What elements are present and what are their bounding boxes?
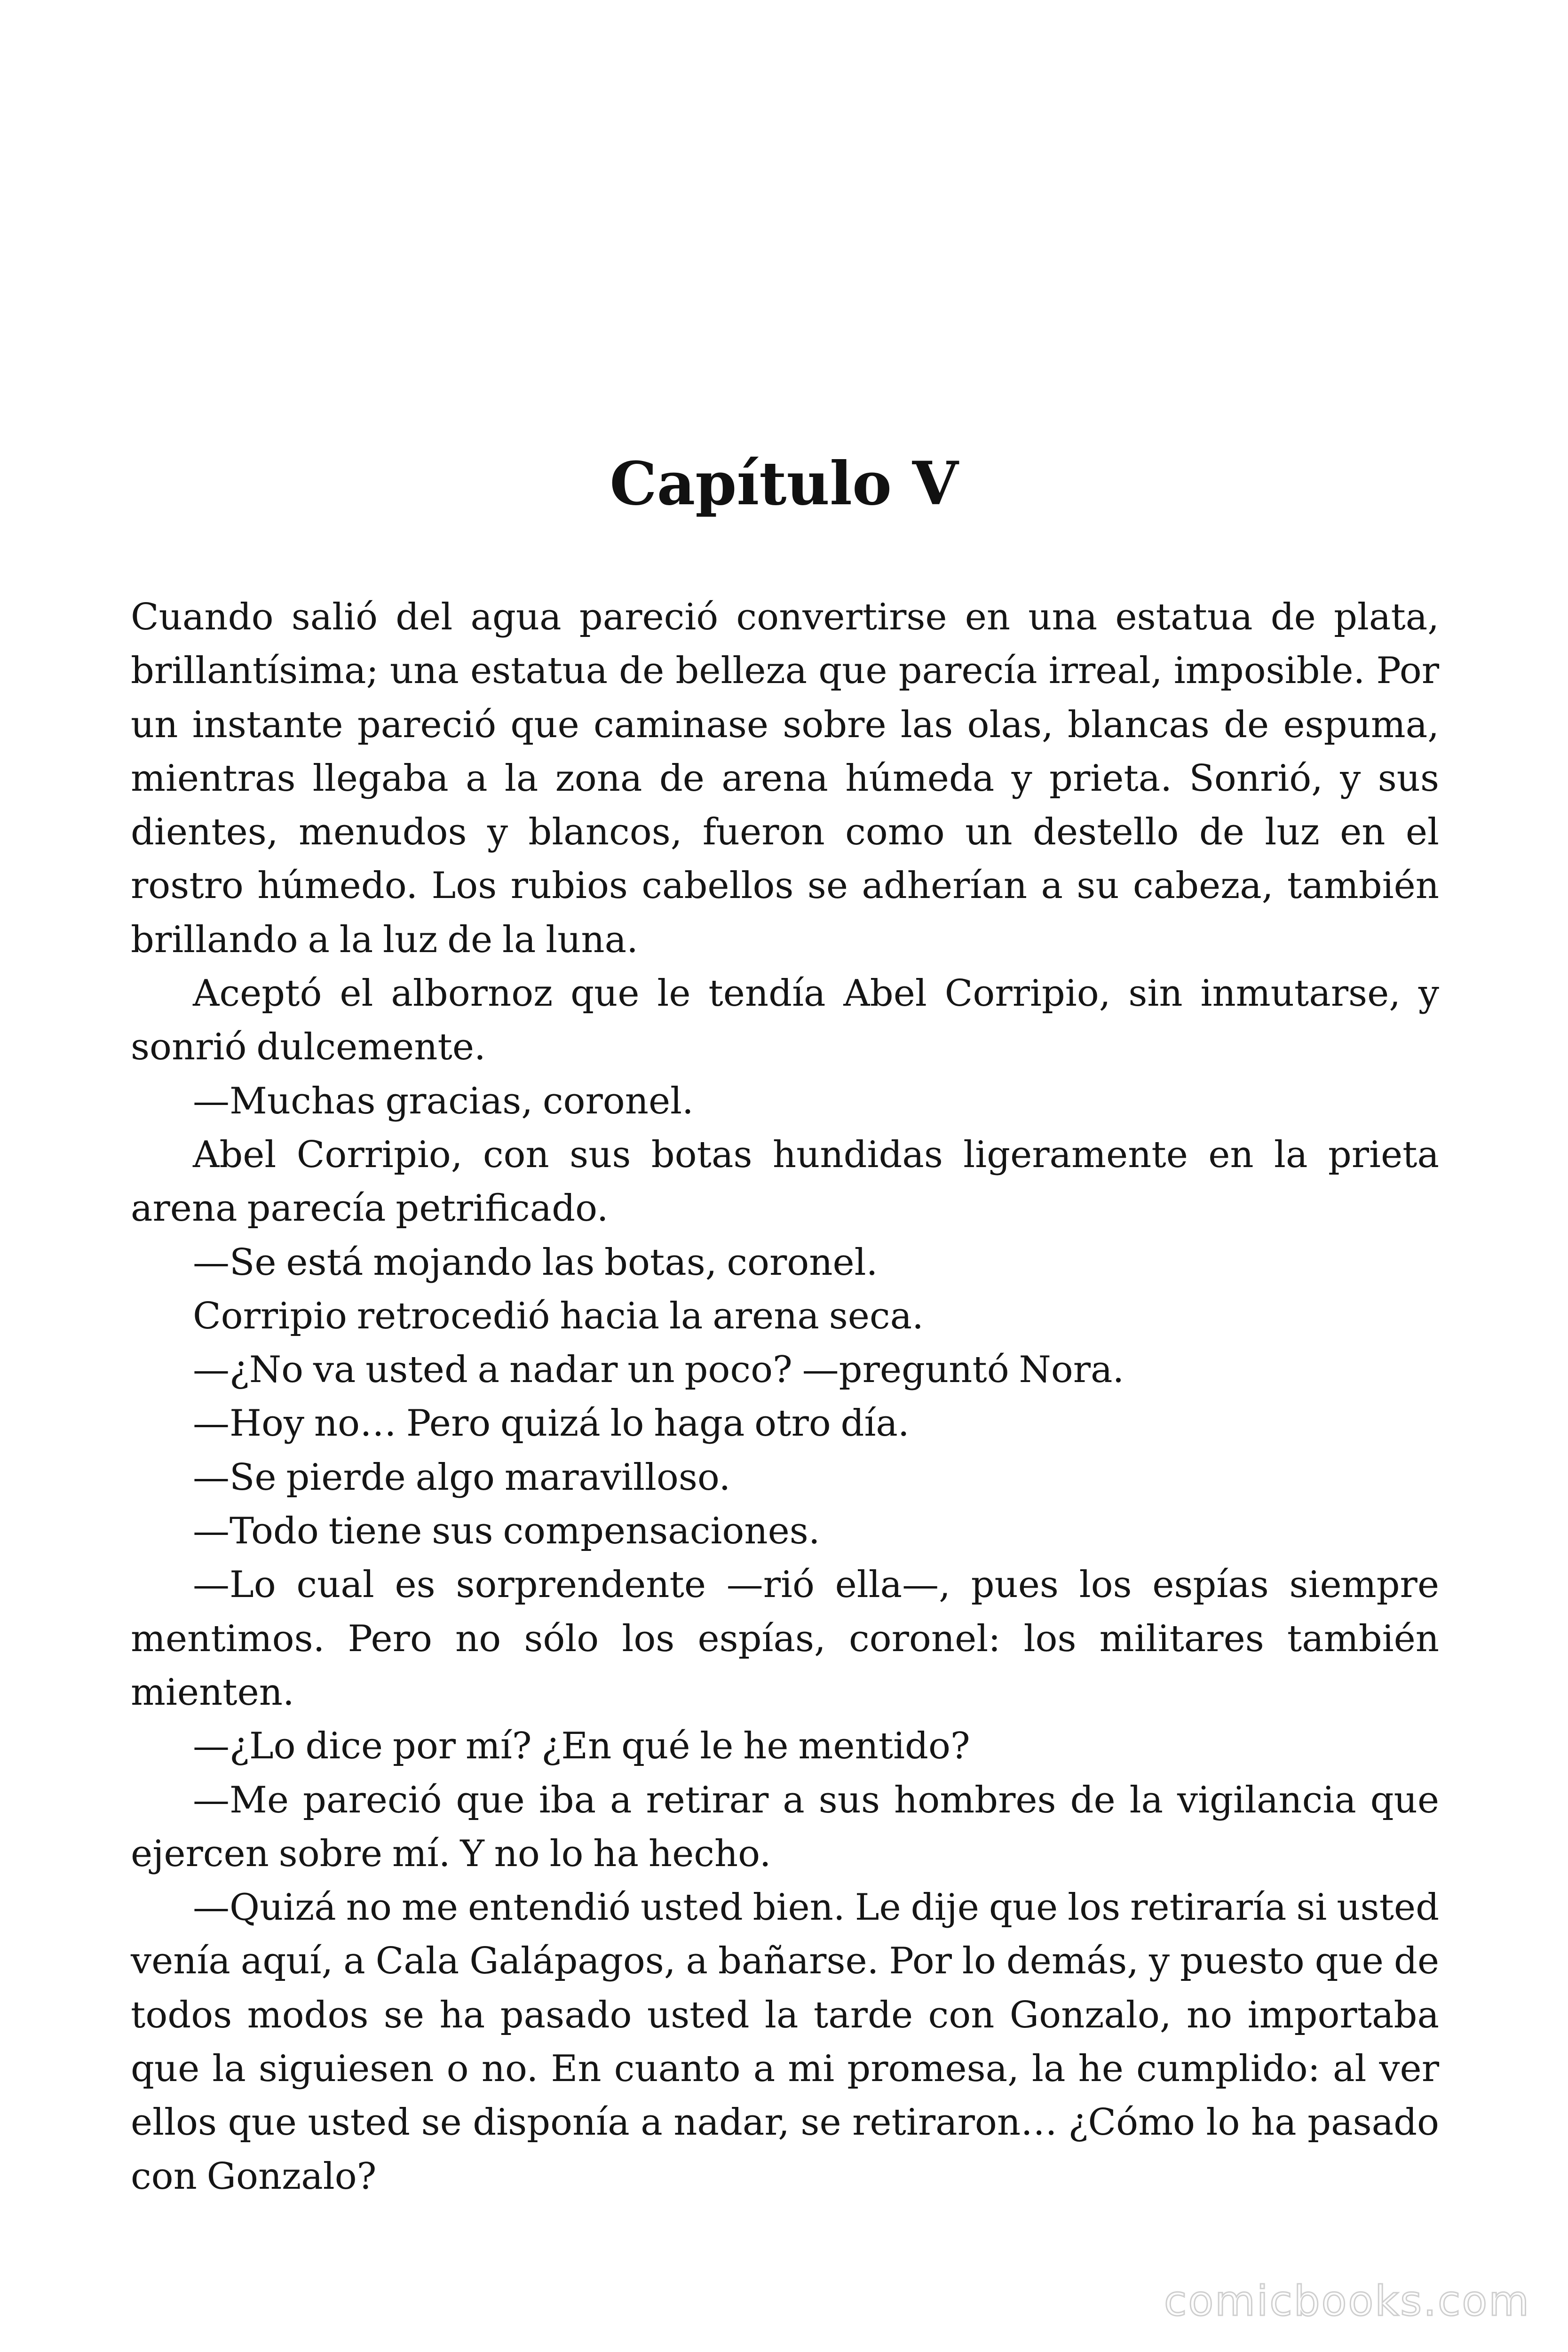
dialogue-line: —Me pareció que iba a retirar a sus hombres de la vigilancia que ejercen sobre mí. Y no lo ha hecho. <box>131 1779 1439 1875</box>
paragraph: Corripio retrocedió hacia la arena seca. <box>193 1295 924 1337</box>
dialogue-line: —Se pierde algo maravilloso. <box>193 1456 731 1499</box>
site-watermark: comicbooks.com <box>1164 2277 1530 2325</box>
dialogue-line: —Quizá no me entendió usted bien. Le dije que los retiraría si usted venía aquí, a Cala Galápagos, a bañarse. Por lo demás, y puesto que de todos modos se ha pasado usted la tarde con Gonzalo, no importaba que la siguiesen o no. En cuanto a mi promesa, la he cumplido: al ver ellos que usted se disponía a nadar, se retiraron… ¿Cómo lo ha pasado con Gonzalo? <box>131 1886 1439 2198</box>
dialogue-line: —¿No va usted a nadar un poco? —preguntó Nora. <box>193 1349 1125 1391</box>
dialogue-line: —Lo cual es sorprendente —rió ella—, pues los espías siempre mentimos. Pero no sólo los espías, coronel: los militares también mienten. <box>131 1564 1439 1714</box>
dialogue-line: —Hoy no… Pero quizá lo haga otro día. <box>193 1402 910 1445</box>
paragraph: Cuando salió del agua pareció convertirse en una estatua de plata, brillantísima; una estatua de belleza que parecía irreal, imposible. Por un instante pareció que caminase sobre las olas, blancas de espuma, mientras llegaba a la zona de arena húmeda y prieta. Sonrió, y sus dientes, menudos y blancos, fueron como un destello de luz en el rostro húmedo. Los rubios cabellos se adherían a su cabeza, también brillando a la luz de la luna. <box>131 596 1439 961</box>
dialogue-line: —Todo tiene sus compensaciones. <box>193 1510 820 1553</box>
chapter-title: Capítulo V <box>610 449 958 518</box>
paragraph: Aceptó el albornoz que le tendía Abel Corripio, sin inmutarse, y sonrió dulcemente. <box>131 972 1439 1069</box>
paragraph: Abel Corripio, con sus botas hundidas ligeramente en la prieta arena parecía petrificado. <box>131 1133 1439 1230</box>
chapter-body <box>131 590 1439 2203</box>
dialogue-line: —Se está mojando las botas, coronel. <box>193 1241 878 1284</box>
dialogue-line: —¿Lo dice por mí? ¿En qué le he mentido? <box>193 1725 970 1768</box>
dialogue-line: —Muchas gracias, coronel. <box>193 1080 694 1122</box>
